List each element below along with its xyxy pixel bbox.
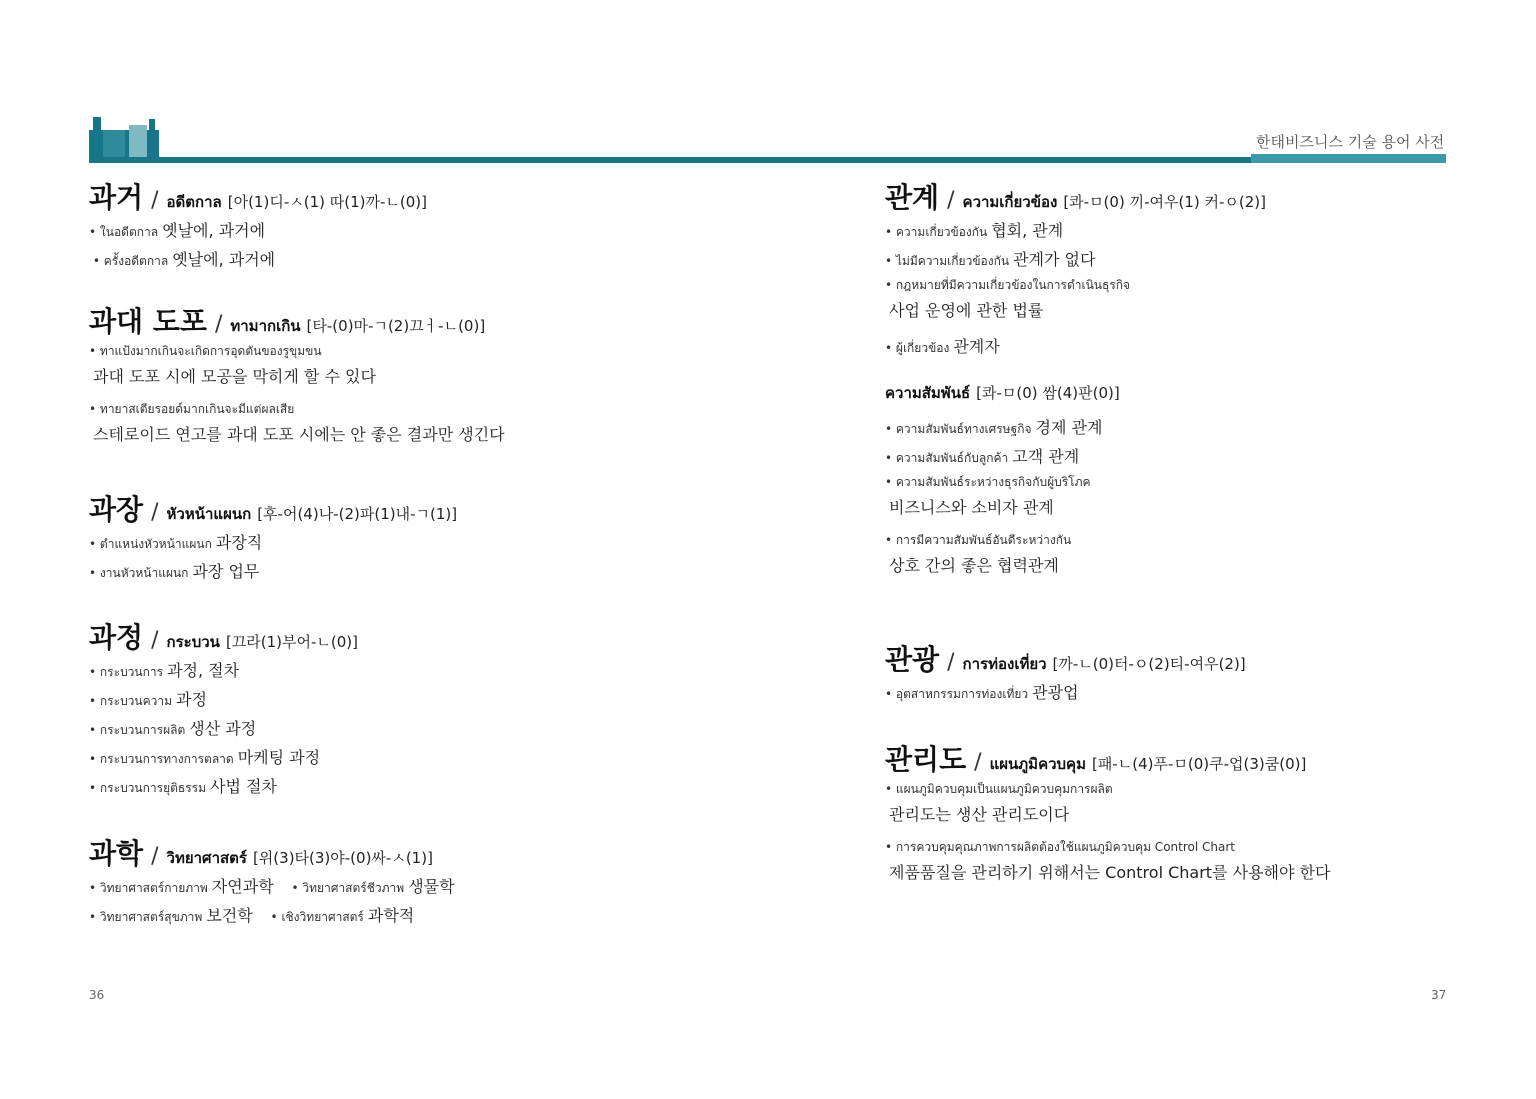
example-thai: งานหัวหน้าแผนก [99, 566, 189, 580]
example-thai: ความสัมพันธ์ระหว่างธุรกิจกับผู้บริโภค [895, 475, 1091, 489]
example-korean: 과장 업무 [192, 562, 260, 581]
example-item: • ทายาสเตียรอยด์มากเกินจะมีแต่ผลเสีย 스테로이드 연고를 과대 도포 시에는 안 좋은 결과만 생긴다 [89, 400, 709, 458]
example-thai: แผนภูมิควบคุมเป็นแผนภูมิควบคุมการผลิต [895, 782, 1113, 796]
entry-word: 관광 [885, 643, 940, 676]
example-row [89, 903, 709, 932]
entry-pronunciation: [패-ㄴ(4)푸-ㅁ(0)쿠-업(3)쿰(0)] [1091, 755, 1307, 773]
entry-gwajeong [89, 616, 709, 832]
entry-headline [89, 832, 709, 870]
example-korean: 경제 관계 [1035, 418, 1103, 437]
example-item: • กระบวนความ 과정 [89, 690, 207, 709]
example-thai: เชิงวิทยาศาสตร์ [281, 910, 364, 924]
entry-gwageo [89, 176, 709, 300]
entry-thai: อดีตกาล [166, 193, 222, 211]
example-thai: กระบวนการยุติธรรม [99, 781, 207, 795]
example-item: • กระบวนการผลิต 생산 과정 [89, 719, 257, 738]
page-number-left: 36 [89, 988, 105, 1002]
example-korean: 사업 운영에 관한 법률 [889, 301, 1044, 320]
example-thai: ความสัมพันธ์กับลูกค้า [895, 451, 1009, 465]
example-item: • ความสัมพันธ์กับลูกค้า 고객 관계 [885, 447, 1080, 466]
entry-headline [89, 300, 709, 338]
example-korean: 상호 간의 좋은 협력관계 [889, 556, 1059, 575]
example-korean: 고객 관계 [1012, 447, 1080, 466]
example-thai: ความสัมพันธ์ทางเศรษฐกิจ [895, 422, 1032, 436]
example-korean: 사법 절차 [210, 777, 277, 796]
slash-separator: / [151, 188, 159, 213]
example-item: • ความเกี่ยวข้องกัน 협회, 관계 [885, 221, 1064, 240]
example-row [89, 874, 709, 903]
entry-gwahak [89, 832, 709, 932]
example-korean: 생물학 [408, 877, 455, 896]
example-korean: 관리도는 생산 관리도이다 [889, 805, 1070, 824]
example-thai: ไม่มีความเกี่ยวข้องกัน [895, 254, 1010, 268]
example-item: • การควบคุมคุณภาพการผลิตต้องใช้แผนภูมิควบคุม Control Chart 제품품질을 관리하기 위해서는 Control Chart를 사용해야 한다 [885, 838, 1465, 896]
entry-word: 관리도 [885, 743, 967, 776]
example-thai: กระบวนการผลิต [99, 723, 186, 737]
sub-pronunciation: [콰-ㅁ(0) 쌈(4)판(0)] [976, 384, 1120, 402]
example-thai: กระบวนความ [99, 694, 173, 708]
example-korean: 옛날에, 과거에 [162, 221, 266, 240]
example-korean: 과학적 [367, 906, 415, 925]
entry-thai: ทามากเกิน [230, 317, 301, 335]
example-item: • วิทยาศาสตร์ชีวภาพ 생물학 [291, 877, 455, 896]
example-item: • การมีความสัมพันธ์อันดีระหว่างกัน 상호 간의 좋은 협력관계 [885, 531, 1465, 589]
example-item: • ผู้เกี่ยวข้อง 관계자 [885, 337, 1000, 356]
example-item: • งานหัวหน้าแผนก 과장 업무 [89, 562, 260, 581]
entry-word: 과정 [89, 621, 144, 654]
slash-separator: / [947, 188, 955, 213]
entry-gwangye [885, 176, 1465, 638]
example-korean: 옛날에, 과거에 [172, 250, 276, 269]
entry-headline [89, 488, 709, 526]
example-thai: การมีความสัมพันธ์อันดีระหว่างกัน [895, 533, 1072, 547]
example-korean: 보건학 [206, 906, 253, 925]
entry-word: 관계 [885, 181, 940, 214]
example-item: • อุตสาหกรรมการท่องเที่ยว 관광업 [885, 683, 1079, 702]
entry-headline [89, 176, 709, 214]
entry-thai: กระบวน [166, 633, 220, 651]
example-korean: 생산 과정 [189, 719, 257, 738]
entry-pronunciation: [후-어(4)나-(2)파(1)내-ㄱ(1)] [257, 505, 458, 523]
entry-word: 과거 [89, 181, 144, 214]
slash-separator: / [214, 312, 223, 337]
example-korean: 마케팅 과정 [237, 748, 321, 767]
right-page [885, 176, 1465, 896]
example-thai: กระบวนการ [99, 665, 164, 679]
example-thai: ทายาสเตียรอยด์มากเกินจะมีแต่ผลเสีย [99, 402, 295, 416]
example-thai: วิทยาศาสตร์สุขภาพ [99, 910, 203, 924]
entry-word: 과학 [89, 837, 144, 870]
example-thai: ครั้งอดีตกาล [103, 254, 169, 268]
slash-separator: / [974, 750, 982, 775]
example-item: • ครั้งอดีตกาล 옛날에, 과거에 [89, 250, 276, 269]
example-item: • ความสัมพันธ์ทางเศรษฐกิจ 경제 관계 [885, 418, 1103, 437]
example-korean: 과장직 [215, 533, 263, 552]
example-item: • กระบวนการทางการตลาด 마케팅 과정 [89, 748, 321, 767]
entry-thai: แผนภูมิควบคุม [989, 755, 1086, 773]
entry-headline [885, 738, 1465, 776]
example-korean: 관계자 [953, 337, 1000, 356]
example-thai: ทาแป้งมากเกินจะเกิดการอุดตันของรูขุมขน [99, 344, 322, 358]
example-item: • วิทยาศาสตร์กายภาพ 자연과학 [89, 877, 274, 896]
entry-pronunciation: [위(3)타(3)야-(0)싸-ㅅ(1)] [252, 849, 433, 867]
slash-separator: / [151, 628, 159, 653]
example-item: • กระบวนการยุติธรรม 사법 절차 [89, 777, 277, 796]
example-korean: 과대 도포 시에 모공을 막히게 할 수 있다 [93, 367, 376, 386]
example-item: • กระบวนการ 과정, 절차 [89, 661, 240, 680]
entry-thai: วิทยาศาสตร์ [166, 849, 247, 867]
example-korean: 자연과학 [211, 877, 274, 896]
entry-pronunciation: [콰-ㅁ(0) 끼-여우(1) 커-ㅇ(2)] [1063, 193, 1266, 211]
example-thai: ตำแหน่งหัวหน้าแผนก [99, 537, 212, 551]
entry-subheadline [885, 381, 1465, 411]
example-item: • แผนภูมิควบคุมเป็นแผนภูมิควบคุมการผลิต 관리도는 생산 관리도이다 [885, 780, 1465, 838]
entry-gwangwang [885, 638, 1465, 738]
example-korean: 협회, 관계 [991, 221, 1064, 240]
slash-separator: / [947, 650, 955, 675]
example-korean: 과정, 절차 [167, 661, 240, 680]
example-thai: วิทยาศาสตร์ชีวภาพ [302, 881, 405, 895]
example-korean: 관계가 없다 [1013, 250, 1096, 269]
example-thai: อุตสาหกรรมการท่องเที่ยว [895, 687, 1029, 701]
example-item: • วิทยาศาสตร์สุขภาพ 보건학 [89, 906, 253, 925]
page-number-right: 37 [1431, 988, 1447, 1002]
example-thai: ในอดีตกาล [99, 225, 159, 239]
entry-pronunciation: [까-ㄴ(0)터-ㅇ(2)티-여우(2)] [1052, 655, 1246, 673]
sub-thai: ความสัมพันธ์ [885, 384, 971, 402]
example-thai: ความเกี่ยวข้องกัน [895, 225, 988, 239]
example-item: • ในอดีตกาล 옛날에, 과거에 [89, 221, 266, 240]
entry-thai: การท่องเที่ยว [962, 655, 1047, 673]
example-item: • ความสัมพันธ์ระหว่างธุรกิจกับผู้บริโภค 비즈니스와 소비자 관계 [885, 473, 1465, 531]
example-korean: 비즈니스와 소비자 관계 [889, 498, 1054, 517]
example-item: • ตำแหน่งหัวหน้าแผนก 과장직 [89, 533, 263, 552]
entry-gwadae-dopo [89, 300, 709, 488]
example-thai: กฎหมายที่มีความเกี่ยวข้องในการดำเนินธุรกิจ [895, 278, 1131, 292]
example-korean: 스테로이드 연고를 과대 도포 시에는 안 좋은 결과만 생긴다 [93, 425, 505, 444]
entry-headline [885, 176, 1465, 214]
entry-headline [89, 616, 709, 654]
entry-word: 과대 도포 [89, 305, 207, 338]
entry-thai: หัวหน้าแผนก [166, 505, 252, 523]
example-item: • กฎหมายที่มีความเกี่ยวข้องในการดำเนินธุรกิจ 사업 운영에 관한 법률 [885, 276, 1465, 334]
example-item: • เชิงวิทยาศาสตร์ 과학적 [270, 906, 415, 925]
entry-headline [885, 638, 1465, 676]
example-korean: 과정 [176, 690, 207, 709]
example-thai: วิทยาศาสตร์กายภาพ [99, 881, 208, 895]
book-logo [89, 117, 159, 158]
slash-separator: / [151, 500, 159, 525]
left-page [89, 176, 709, 932]
entry-gwajang [89, 488, 709, 616]
example-thai: ผู้เกี่ยวข้อง [895, 341, 950, 355]
entry-pronunciation: [타-(0)마-ㄱ(2)끄ㅓ-ㄴ(0)] [306, 317, 486, 335]
example-thai: การควบคุมคุณภาพการผลิตต้องใช้แผนภูมิควบคุม Control Chart [895, 840, 1235, 854]
entry-pronunciation: [아(1)디-ㅅ(1) 따(1)까-ㄴ(0)] [227, 193, 427, 211]
entry-thai: ความเกี่ยวข้อง [962, 193, 1058, 211]
example-thai: กระบวนการทางการตลาด [99, 752, 234, 766]
example-item: • ไม่มีความเกี่ยวข้องกัน 관계가 없다 [885, 250, 1096, 269]
example-item: • ทาแป้งมากเกินจะเกิดการอุดตันของรูขุมขน 과대 도포 시에 모공을 막히게 할 수 있다 [89, 342, 709, 400]
header-tab [1251, 154, 1446, 163]
example-korean: 제품품질을 관리하기 위해서는 Control Chart를 사용해야 한다 [889, 863, 1331, 882]
entry-gwallido [885, 738, 1465, 896]
slash-separator: / [151, 844, 159, 869]
example-korean: 관광업 [1032, 683, 1079, 702]
header-rule [89, 157, 1446, 163]
entry-pronunciation: [끄라(1)부어-ㄴ(0)] [225, 633, 358, 651]
entry-word: 과장 [89, 493, 144, 526]
book-title: 한태비즈니스 기술 용어 사전 [1256, 133, 1445, 151]
